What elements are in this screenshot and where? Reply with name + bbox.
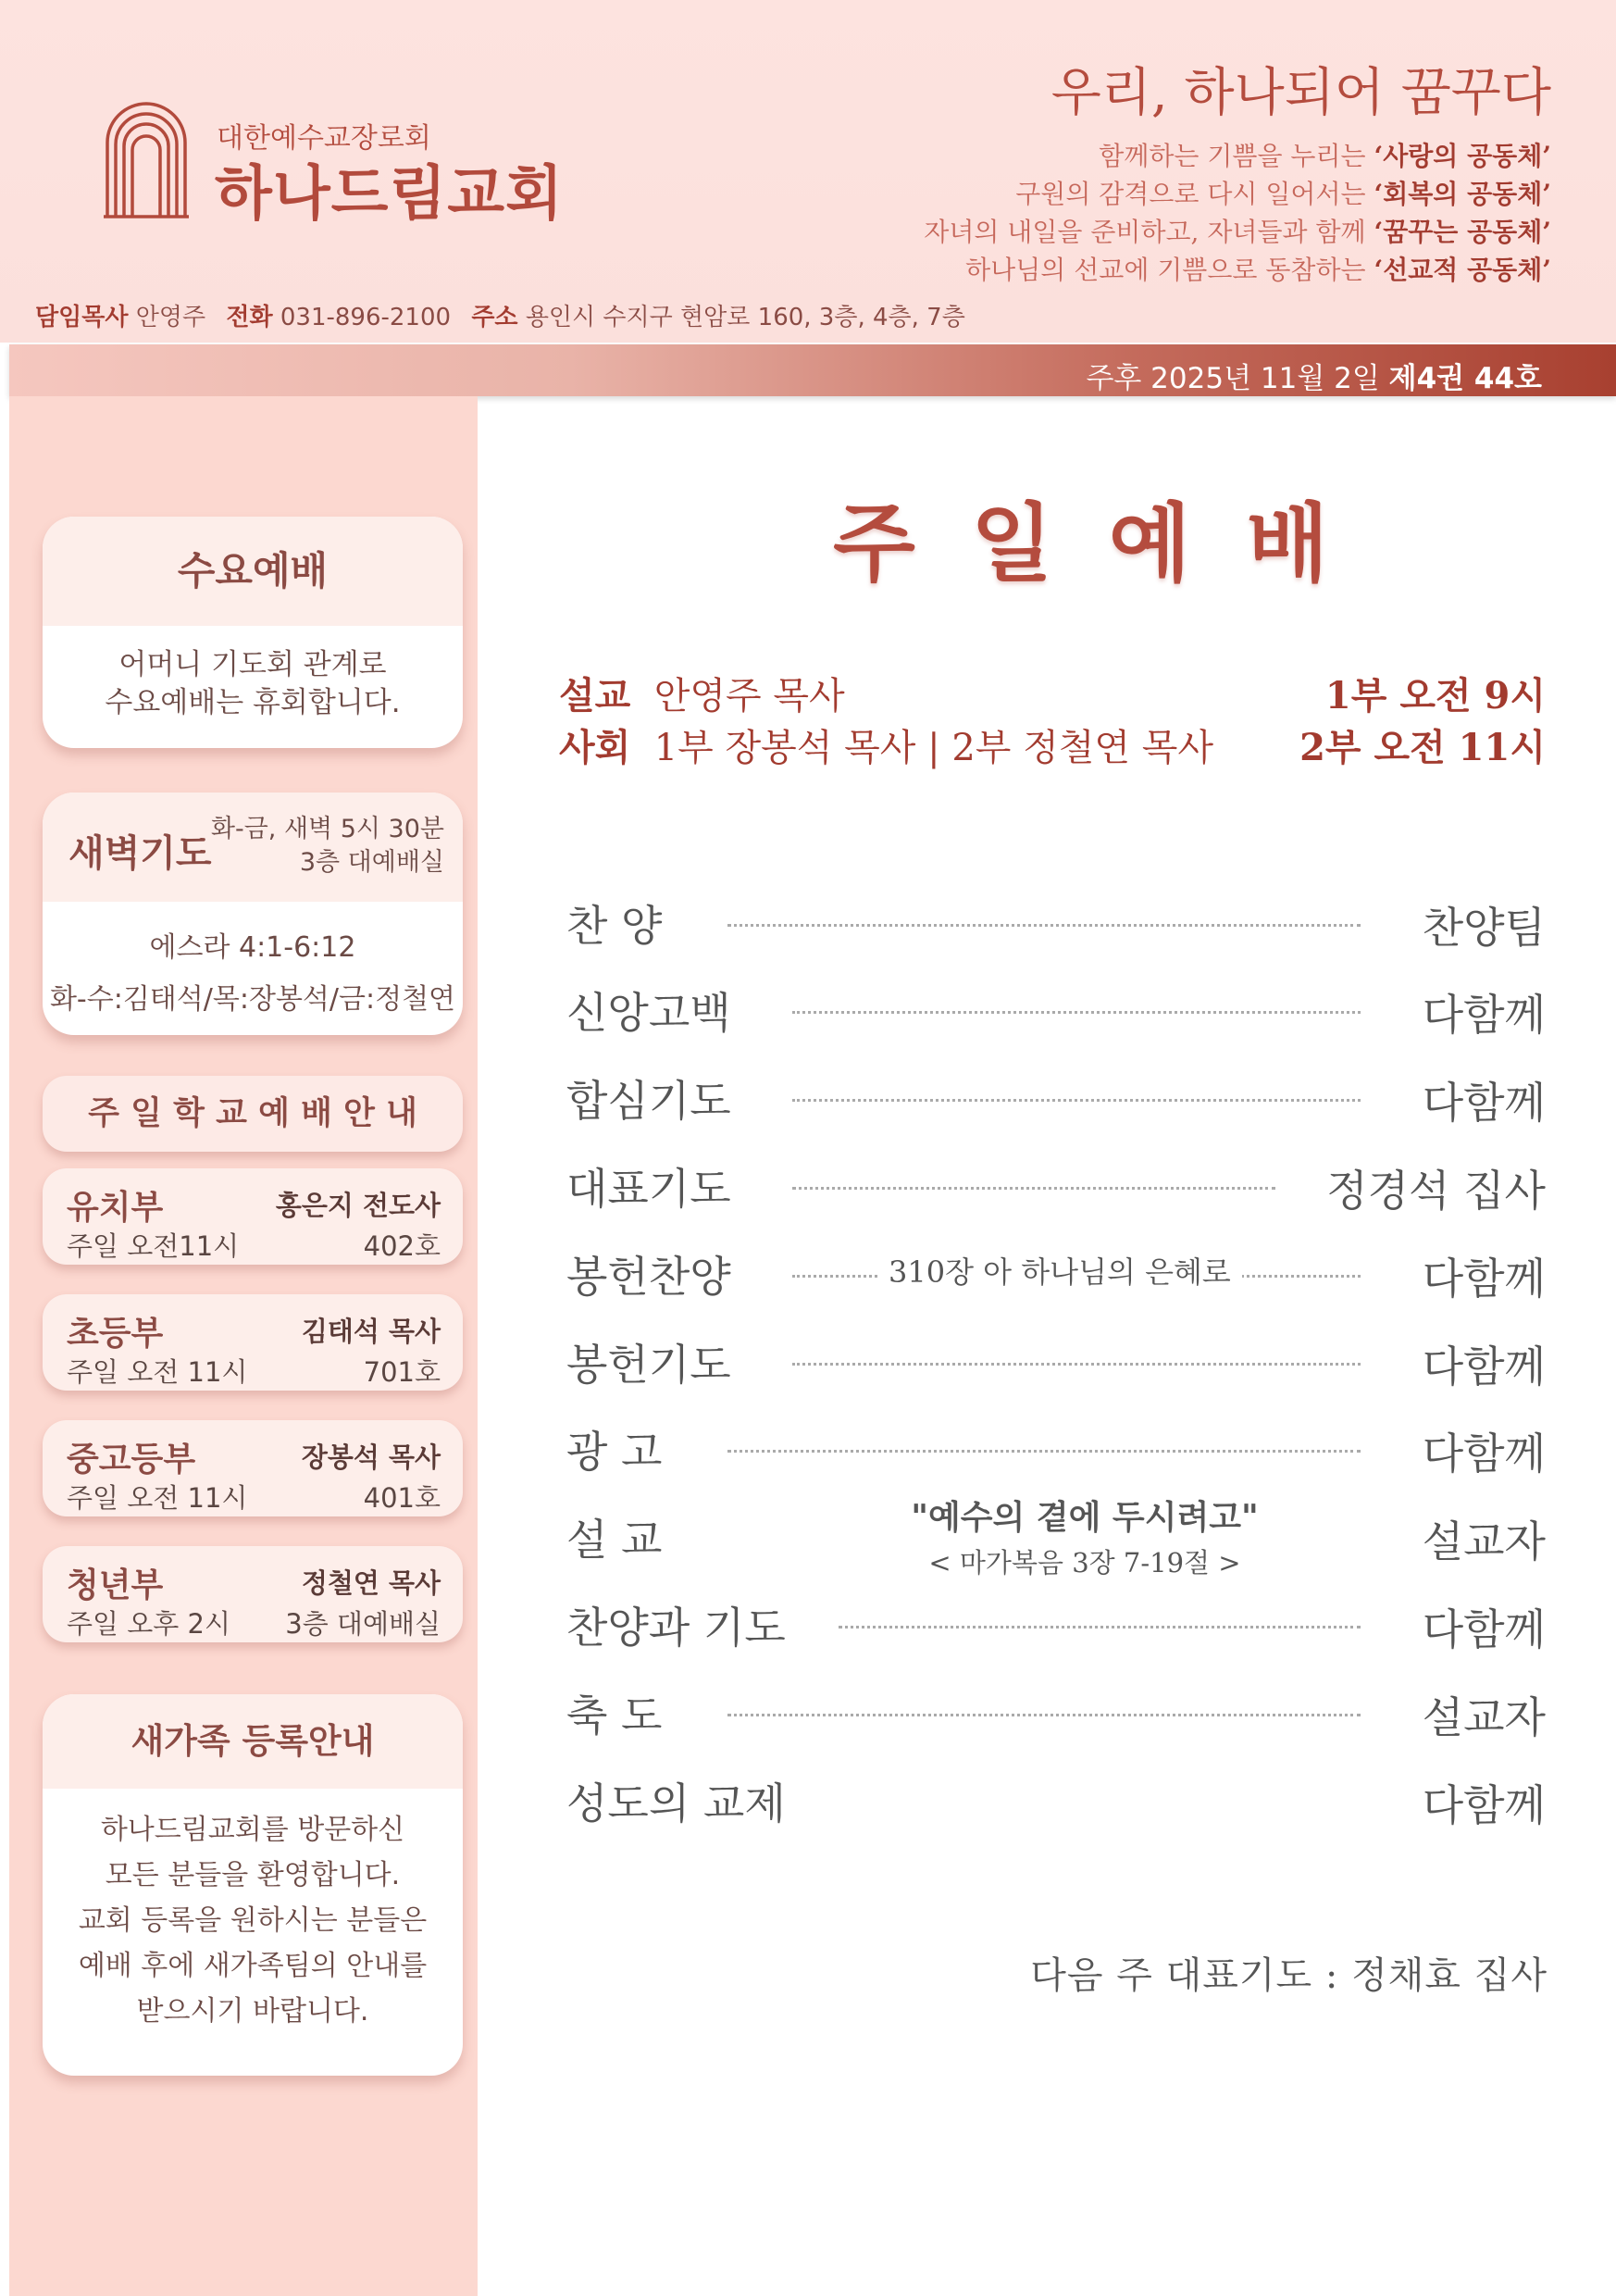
card-line: 하나드림교회를 방문하신	[100, 1814, 405, 1846]
host-info	[559, 718, 1213, 771]
card-title: 새가족 등록안내	[43, 1694, 463, 1789]
school-row	[43, 1546, 463, 1642]
card-title: 새벽기도	[68, 832, 212, 875]
dotted-leader	[839, 1626, 1361, 1628]
host-label: 사회	[559, 726, 631, 769]
mission-line	[924, 213, 1551, 251]
order-label: 대표기도	[566, 1155, 737, 1217]
order-label: 찬 양	[566, 892, 668, 954]
school-leader: 장봉석 목사	[301, 1441, 441, 1473]
order-row	[566, 1594, 1546, 1654]
dotted-leader	[727, 924, 1361, 927]
school-row	[43, 1294, 463, 1391]
school-name: 청년부	[67, 1566, 164, 1604]
order-label: 성도의 교제	[566, 1770, 791, 1831]
order-person: 다함께	[1422, 1254, 1546, 1304]
dawn-prayer-card	[43, 792, 463, 1035]
order-label: 합심기도	[566, 1067, 737, 1129]
mission-text: 자녀의 내일을 준비하고, 자녀들과 함께	[924, 217, 1374, 247]
order-label: 봉헌기도	[566, 1331, 737, 1392]
mission-text: 함께하는 기쁨을 누리는	[1099, 141, 1374, 171]
school-time: 주일 오전 11시	[67, 1482, 248, 1514]
order-person: 다함께	[1422, 1604, 1546, 1654]
order-person: 다함께	[1422, 1780, 1546, 1830]
school-room: 402호	[363, 1230, 441, 1262]
bulletin-header	[0, 0, 1616, 343]
sermon-label: 설교	[559, 674, 631, 718]
card-line: 예배 후에 새가족팀의 안내를	[78, 1950, 428, 1982]
dotted-leader	[792, 1187, 1275, 1190]
mission-emphasis: ‘회복의 공동체’	[1374, 179, 1551, 209]
mission-emphasis: ‘꿈꾸는 공동체’	[1374, 217, 1551, 247]
address-label: 주소	[471, 304, 518, 331]
order-label: 설 교	[566, 1506, 668, 1567]
card-header	[43, 792, 463, 902]
next-week-prayer: 다음 주 대표기도 : 정채효 집사	[1030, 1954, 1548, 1997]
newcomer-card	[43, 1694, 463, 2076]
school-room: 3층 대예배실	[285, 1608, 441, 1640]
order-label: 봉헌찬양	[566, 1243, 737, 1304]
sermon-info	[559, 667, 845, 719]
order-person: 다함께	[1422, 990, 1546, 1040]
school-row	[43, 1420, 463, 1516]
dawn-leaders: 화-수:김태석/목:장봉석/금:정철연	[49, 983, 456, 1016]
school-name: 초등부	[67, 1315, 164, 1353]
mission-text: 하나님의 선교에 기쁨으로 동참하는	[965, 255, 1374, 285]
card-line: 어머니 기도회 관계로	[118, 648, 387, 681]
card-line: 수요예배는 휴회합니다.	[105, 686, 401, 719]
dotted-leader	[792, 1363, 1361, 1366]
order-person: 정경석 집사	[1326, 1166, 1546, 1216]
card-line: 모든 분들을 환영합니다.	[105, 1859, 401, 1891]
mission-statements	[924, 137, 1551, 289]
school-time: 주일 오후 2시	[67, 1608, 230, 1640]
dotted-leader	[792, 1099, 1361, 1102]
order-row	[566, 1067, 1546, 1128]
card-line: 교회 등록을 원하시는 분들은	[78, 1904, 428, 1937]
sunday-school-title: 주 일 학 교 예 배 안 내	[43, 1076, 463, 1152]
order-row	[566, 980, 1546, 1040]
arch-logo-icon	[104, 100, 189, 220]
order-person: 설교자	[1422, 1516, 1546, 1566]
order-row	[566, 1418, 1546, 1479]
mission-emphasis: ‘사랑의 공동체’	[1374, 141, 1551, 171]
service-time-1: 1부 오전 9시	[1324, 674, 1546, 718]
contact-info	[35, 298, 965, 332]
card-title: 수요예배	[43, 517, 463, 626]
card-body	[43, 626, 463, 722]
order-person: 다함께	[1422, 1429, 1546, 1479]
dotted-leader	[792, 1011, 1361, 1014]
mission-line	[924, 251, 1551, 289]
bulletin-date	[1086, 355, 1542, 396]
order-label: 신앙고백	[566, 980, 737, 1041]
sidebar	[9, 396, 478, 2296]
sermon-title-block	[826, 1491, 1344, 1580]
dawn-schedule	[211, 813, 444, 880]
dawn-time: 화-금, 새벽 5시 30분	[210, 815, 444, 843]
date-bar	[9, 344, 1616, 396]
service-time-2: 2부 오전 11시	[1299, 726, 1546, 769]
order-row	[566, 892, 1546, 953]
wednesday-service-card	[43, 517, 463, 748]
order-row	[566, 1155, 1546, 1216]
mission-line	[924, 175, 1551, 213]
mission-line	[924, 137, 1551, 175]
order-row	[566, 1770, 1546, 1830]
order-row	[566, 1331, 1546, 1391]
date-label: 주후 2025년 11월 2일	[1086, 362, 1380, 395]
mission-text: 구원의 감격으로 다시 일어서는	[1015, 179, 1374, 209]
order-label: 축 도	[566, 1682, 668, 1743]
order-label: 찬양과 기도	[566, 1594, 791, 1655]
dotted-leader	[727, 1450, 1361, 1453]
school-time: 주일 오전 11시	[67, 1356, 248, 1388]
order-person: 설교자	[1422, 1692, 1546, 1742]
sermon-scripture: < 마가복음 3장 7-19절 >	[928, 1547, 1241, 1578]
school-row	[43, 1168, 463, 1265]
sermon-person: 안영주 목사	[653, 675, 845, 718]
phone-number: 031-896-2100	[280, 304, 452, 331]
hymn-title: 310장 아 하나님의 은혜로	[877, 1249, 1242, 1292]
pastor-label: 담임목사	[35, 304, 129, 331]
denomination-label: 대한예수교장로회	[217, 122, 431, 155]
order-label: 광 고	[566, 1418, 668, 1479]
church-name: 하나드림교회	[215, 160, 564, 229]
dawn-scripture: 에스라 4:1-6:12	[149, 931, 356, 964]
order-person: 찬양팀	[1422, 903, 1546, 953]
sermon-title: "예수의 곁에 두시려고"	[911, 1498, 1259, 1537]
host-person: 1부 장봉석 목사 | 2부 정철연 목사	[653, 727, 1214, 769]
school-name: 중고등부	[67, 1441, 196, 1479]
school-name: 유치부	[67, 1189, 164, 1227]
card-body	[43, 902, 463, 1026]
dawn-place: 3층 대예배실	[299, 848, 444, 877]
phone-label: 전화	[226, 304, 273, 331]
school-room: 401호	[363, 1482, 441, 1514]
pastor-name: 안영주	[135, 304, 206, 331]
mission-emphasis: ‘선교적 공동체’	[1374, 255, 1551, 285]
card-body	[43, 1789, 463, 2034]
order-row	[566, 1243, 1546, 1304]
address-text: 용인시 수지구 현암로 160, 3층, 4층, 7층	[525, 304, 965, 331]
order-person: 다함께	[1422, 1341, 1546, 1391]
order-row	[566, 1682, 1546, 1742]
school-room: 701호	[363, 1356, 441, 1388]
page-title: 주일예배	[833, 493, 1385, 593]
dotted-leader	[727, 1714, 1361, 1716]
volume-label: 제4권 44호	[1388, 362, 1542, 395]
order-person: 다함께	[1422, 1078, 1546, 1128]
school-leader: 정철연 목사	[301, 1567, 441, 1599]
card-line: 받으시기 바랍니다.	[136, 1995, 369, 2028]
school-leader: 김태석 목사	[301, 1316, 441, 1347]
order-row	[566, 1498, 1546, 1580]
church-slogan: 우리, 하나되어 꿈꾸다	[1050, 63, 1551, 123]
school-time: 주일 오전11시	[67, 1230, 240, 1262]
school-leader: 홍은지 전도사	[275, 1190, 441, 1221]
